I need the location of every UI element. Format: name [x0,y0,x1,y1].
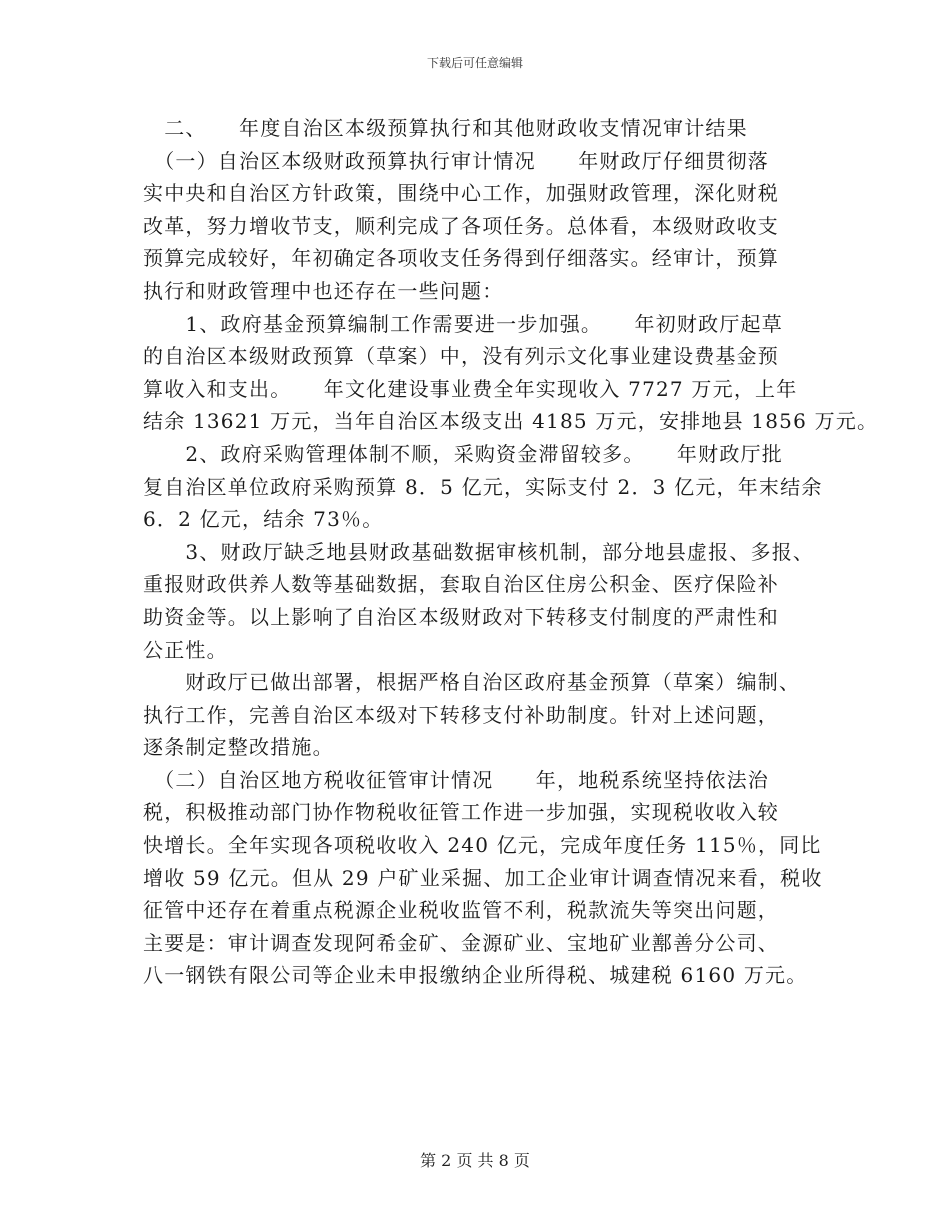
text-line: 财政厅已做出部署，根据严格自治区政府基金预算（草案）编制、 [143,670,801,695]
text-line: 增收 59 亿元。但从 29 户矿业采掘、加工企业审计调查情况来看，税收 [143,865,823,890]
text-line: 算收入和支出。 年文化建设事业费全年实现收入 7727 万元，上年 [143,376,798,401]
text-line: （一）自治区本级财政预算执行审计情况 年财政厅仔细贯彻落 [143,148,769,173]
text-line: 主要是：审计调查发现阿希金矿、金源矿业、宝地矿业鄯善分公司、 [143,930,779,955]
text-line: 6．2 亿元，结余 73％。 [143,507,384,532]
text-line: 2、政府采购管理体制不顺，采购资金滞留较多。 年财政厅批 [143,441,783,466]
text-line: 3、财政厅缺乏地县财政基础数据审核机制，部分地县虚报、多报、 [143,539,815,564]
text-line: 执行工作，完善自治区本级对下转移支付补助制度。针对上述问题， [143,702,779,727]
text-line: 公正性。 [143,637,228,662]
text-line: 助资金等。以上影响了自治区本级财政对下转移支付制度的严肃性和 [143,604,779,629]
text-line: 八一钢铁有限公司等企业未申报缴纳企业所得税、城建税 6160 万元。 [143,963,808,988]
page-header: 下载后可任意编辑 [426,56,523,70]
text-line: 快增长。全年实现各项税收收入 240 亿元，完成年度任务 115％，同比 [143,833,822,858]
text-line: 征管中还存在着重点税源企业税收监管不利，税款流失等突出问题， [143,898,779,923]
text-line: 结余 13621 万元，当年自治区本级支出 4185 万元，安排地县 1856 万元。 [143,409,879,434]
page-footer: 第 2 页 共 8 页 [420,1151,530,1170]
text-line: 税，积极推动部门协作物税收征管工作进一步加强，实现税收收入较 [143,800,779,825]
text-line: 的自治区本级财政预算（草案）中，没有列示文化事业建设费基金预 [143,344,779,369]
text-line: 预算完成较好，年初确定各项收支任务得到仔细落实。经审计，预算 [143,246,779,271]
text-line: 逐条制定整改措施。 [143,735,334,760]
text-line: 改革，努力增收节支，顺利完成了各项任务。总体看，本级财政收支 [143,213,779,238]
text-line: 执行和财政管理中也还存在一些问题： [143,278,504,303]
text-line: 重报财政供养人数等基础数据，套取自治区住房公积金、医疗保险补 [143,572,779,597]
text-line: （二）自治区地方税收征管审计情况 年，地税系统坚持依法治 [143,767,769,792]
document-body [143,112,879,992]
text-line: 实中央和自治区方针政策，围绕中心工作，加强财政管理，深化财税 [143,181,779,206]
text-line: 二、 年度自治区本级预算执行和其他财政收支情况审计结果 [143,116,748,140]
text-line: 复自治区单位政府采购预算 8．5 亿元，实际支付 2．3 亿元，年末结余 [143,474,823,499]
text-line: 1、政府基金预算编制工作需要进一步加强。 年初财政厅起草 [143,311,783,336]
